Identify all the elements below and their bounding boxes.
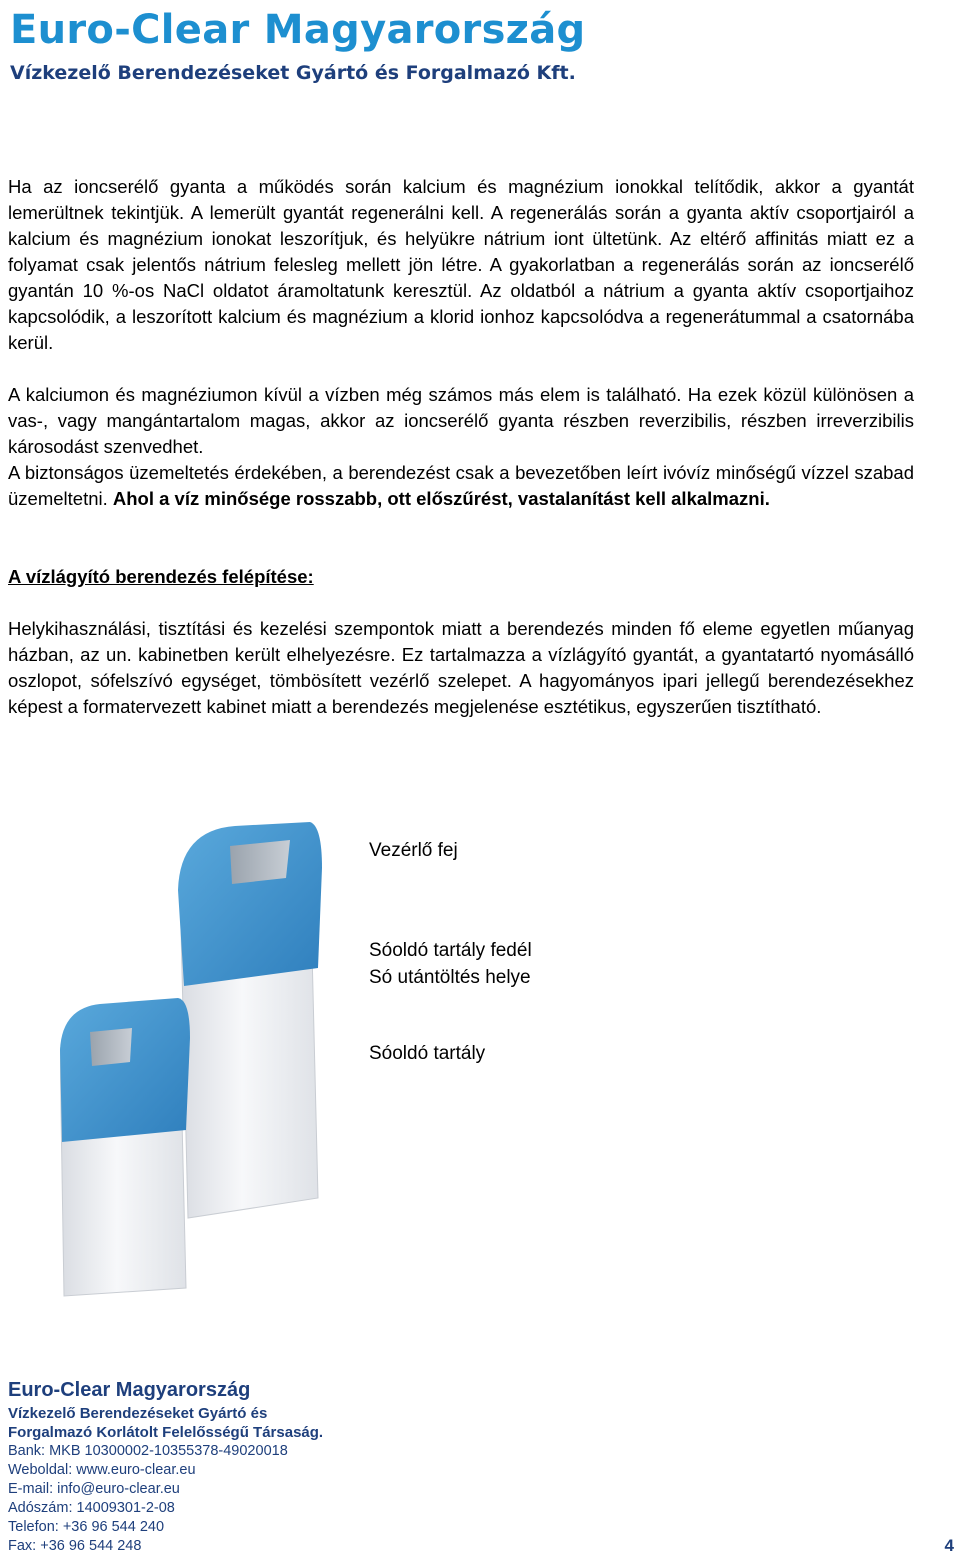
- label-control-head: Vezérlő fej: [369, 840, 458, 861]
- label-tank-lid: Sóoldó tartály fedél: [369, 940, 532, 961]
- paragraph-structure: Helykihasználási, tisztítási és kezelési szempontok miatt a berendezés minden fő eleme egyetlen műanyag házban, az un. kabinetben került elhelyezésre. Ez tartalmazza a vízlágyító gyantát, a gyantatartó nyomásálló oszlopot, sófelszívó egységet, tömbösített vezérlő szelepet. A hagyományos ipari jellegű berendezésekhez képest a formatervezett kabinet miatt a berendezés megjelenése esztétikus, egyszerűen tisztítható.: [8, 618, 914, 717]
- control-head-window: [230, 840, 290, 884]
- footer-email[interactable]: E-mail: info@euro-clear.eu: [8, 1481, 180, 1497]
- label-brine-tank: Sóoldó tartály: [369, 1043, 486, 1064]
- page-number: 4: [944, 1536, 954, 1555]
- softener-figure: [0, 818, 960, 1318]
- footer-company-sub1: Vízkezelő Berendezéseket Gyártó és: [8, 1405, 268, 1422]
- prefilter-warning: Ahol a víz minősége rosszabb, ott előszűrést, vastalanítást kell alkalmazni.: [112, 488, 770, 509]
- footer-company-sub2: Forgalmazó Korlátolt Felelősségű Társaság.: [8, 1424, 324, 1441]
- footer-phone: Telefon: +36 96 544 240: [8, 1519, 165, 1535]
- letterhead: [10, 6, 586, 86]
- company-logo-title: Euro-Clear Magyarország: [10, 7, 586, 53]
- footer-bank: Bank: MKB 10300002-10355378-49020018: [8, 1443, 288, 1459]
- short-cabinet-lid: [60, 998, 190, 1142]
- safe-operation-text: A biztonságos üzemeltetés érdekében, a berendezést csak a bevezetőben leírt ivóvíz minőségű vízzel szabad üzemeltetni.: [8, 462, 914, 509]
- footer-tax-number: Adószám: 14009301-2-08: [8, 1500, 175, 1516]
- section-heading: A vízlágyító berendezés felépítése:: [8, 566, 314, 587]
- short-cabinet-window: [90, 1028, 132, 1066]
- document-body: [8, 174, 914, 720]
- footer: [8, 1376, 958, 1556]
- label-salt-refill: Só utántöltés helye: [369, 967, 531, 988]
- paragraph-safe-operation: [8, 460, 914, 512]
- footer-company: Euro-Clear Magyarország: [8, 1379, 251, 1401]
- paragraph-regeneration: Ha az ioncserélő gyanta a működés során kalcium és magnézium ionokkal telítődik, akkor a gyantát lemerültnek tekintjük. A lemerült gyantát regenerálni kell. A regenerálás során a gyanta aktív csoportjairól a kalcium és magnézium ionokat leszorítjuk, és helyükre nátrium iont ültetünk. Az eltérő affinitás miatt ez a folyamat csak jelentős nátrium felesleg mellett jön létre. A gyakorlatban a regenerálás során az ioncserélő gyantán 10 %-os NaCl oldatot áramoltatunk keresztül. Az oldatból a nátrium a gyanta aktív csoportjaihoz kapcsolódik, a leszorított kalcium és magnézium a klorid ionhoz kapcsolódva a regenerátummal a csatornába kerül.: [8, 176, 914, 353]
- footer-website[interactable]: Weboldal: www.euro-clear.eu: [8, 1462, 196, 1478]
- footer-fax: Fax: +36 96 544 248: [8, 1538, 142, 1554]
- water-softener-illustration: [60, 818, 360, 1298]
- company-logo-subtitle: Vízkezelő Berendezéseket Gyártó és Forgalmazó Kft.: [10, 62, 576, 84]
- paragraph-other-elements: A kalciumon és magnéziumon kívül a vízben még számos más elem is található. Ha ezek közül különösen a vas-, vagy mangántartalom magas, akkor az ioncserélő gyanta részben reverzibilis, részben irreverzibilis károsodást szenvedhet.: [8, 384, 914, 457]
